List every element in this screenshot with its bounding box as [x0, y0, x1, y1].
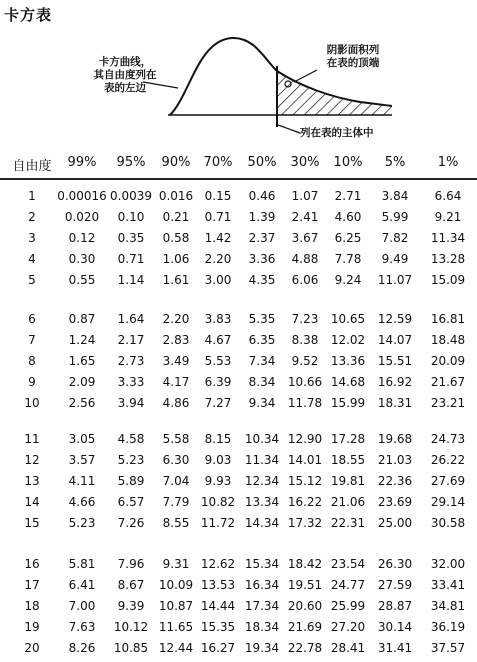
table-row-df: 18 — [24, 599, 40, 613]
table-cell: 6.57 — [117, 495, 145, 509]
table-cell: 21.69 — [287, 620, 323, 634]
table-cell: 0.30 — [68, 252, 96, 266]
right-figure-label: 阴影面积列 在表的顶端 — [326, 44, 380, 69]
table-row-df: 17 — [24, 578, 40, 592]
table-row-df: 3 — [28, 231, 36, 245]
header-area-1: 99% — [67, 155, 97, 170]
table-cell: 1.61 — [162, 273, 190, 287]
table-cell: 18.55 — [330, 453, 366, 467]
table-cell: 33.41 — [430, 578, 466, 592]
table-cell: 9.93 — [204, 474, 232, 488]
table-row-df: 14 — [24, 495, 40, 509]
header-area-2: 95% — [116, 155, 146, 170]
table-cell: 0.87 — [68, 312, 96, 326]
header-area-8: 5% — [384, 155, 406, 170]
bottom-leader-line — [278, 125, 300, 133]
table-cell: 15.99 — [330, 396, 366, 410]
table-cell: 6.35 — [248, 333, 276, 347]
table-cell: 3.49 — [162, 354, 190, 368]
table-cell: 30.58 — [430, 516, 466, 530]
table-cell: 2.71 — [334, 189, 362, 203]
table-cell: 5.81 — [68, 557, 96, 571]
table-cell: 0.00016 — [57, 189, 107, 203]
table-cell: 7.00 — [68, 599, 96, 613]
table-cell: 8.67 — [117, 578, 145, 592]
header-area-6: 30% — [290, 155, 320, 170]
table-row-df: 5 — [28, 273, 36, 287]
table-cell: 7.78 — [334, 252, 362, 266]
table-cell: 5.53 — [204, 354, 232, 368]
table-cell: 9.03 — [204, 453, 232, 467]
table-cell: 4.66 — [68, 495, 96, 509]
table-cell: 4.67 — [204, 333, 232, 347]
table-cell: 6.06 — [291, 273, 319, 287]
table-cell: 28.87 — [377, 599, 413, 613]
table-cell: 22.36 — [377, 474, 413, 488]
table-cell: 25.99 — [330, 599, 366, 613]
table-cell: 22.31 — [330, 516, 366, 530]
table-cell: 9.39 — [117, 599, 145, 613]
table-cell: 14.44 — [200, 599, 236, 613]
table-cell: 0.10 — [117, 210, 145, 224]
table-cell: 11.72 — [200, 516, 236, 530]
table-cell: 14.01 — [287, 453, 323, 467]
table-cell: 15.35 — [200, 620, 236, 634]
table-cell: 8.34 — [248, 375, 276, 389]
table-cell: 15.09 — [430, 273, 466, 287]
table-cell: 22.78 — [287, 641, 323, 655]
table-cell: 16.27 — [200, 641, 236, 655]
table-cell: 25.00 — [377, 516, 413, 530]
table-cell: 12.44 — [158, 641, 194, 655]
table-cell: 6.39 — [204, 375, 232, 389]
table-cell: 29.14 — [430, 495, 466, 509]
table-cell: 20.60 — [287, 599, 323, 613]
table-cell: 11.34 — [244, 453, 280, 467]
right-leader-line — [294, 70, 317, 82]
table-cell: 28.41 — [330, 641, 366, 655]
table-cell: 21.06 — [330, 495, 366, 509]
table-cell: 24.77 — [330, 578, 366, 592]
table-cell: 23.21 — [430, 396, 466, 410]
table-cell: 3.94 — [117, 396, 145, 410]
table-cell: 3.00 — [204, 273, 232, 287]
table-cell: 0.58 — [162, 231, 190, 245]
table-cell: 7.82 — [381, 231, 409, 245]
table-cell: 4.11 — [68, 474, 96, 488]
table-cell: 6.25 — [334, 231, 362, 245]
table-cell: 3.33 — [117, 375, 145, 389]
table-cell: 5.58 — [162, 432, 190, 446]
table-cell: 9.24 — [334, 273, 362, 287]
table-cell: 9.21 — [434, 210, 462, 224]
table-cell: 2.56 — [68, 396, 96, 410]
header-area-7: 10% — [333, 155, 363, 170]
table-cell: 4.60 — [334, 210, 362, 224]
table-row-df: 1 — [28, 189, 36, 203]
header-divider — [0, 178, 477, 180]
table-cell: 7.96 — [117, 557, 145, 571]
table-cell: 8.55 — [162, 516, 190, 530]
table-row-df: 2 — [28, 210, 36, 224]
table-cell: 1.14 — [117, 273, 145, 287]
chi-square-curve-diagram — [0, 0, 477, 150]
table-cell: 16.22 — [287, 495, 323, 509]
table-cell: 21.67 — [430, 375, 466, 389]
table-cell: 17.28 — [330, 432, 366, 446]
table-cell: 17.32 — [287, 516, 323, 530]
table-cell: 0.71 — [117, 252, 145, 266]
table-cell: 12.90 — [287, 432, 323, 446]
table-cell: 6.64 — [434, 189, 462, 203]
table-cell: 12.59 — [377, 312, 413, 326]
table-cell: 4.17 — [162, 375, 190, 389]
table-cell: 19.68 — [377, 432, 413, 446]
table-cell: 3.57 — [68, 453, 96, 467]
table-cell: 3.05 — [68, 432, 96, 446]
table-cell: 6.41 — [68, 578, 96, 592]
table-row-df: 20 — [24, 641, 40, 655]
table-cell: 0.71 — [204, 210, 232, 224]
table-cell: 12.62 — [200, 557, 236, 571]
table-cell: 11.34 — [430, 231, 466, 245]
table-cell: 3.67 — [291, 231, 319, 245]
table-row-df: 16 — [24, 557, 40, 571]
table-row-df: 7 — [28, 333, 36, 347]
table-row-df: 15 — [24, 516, 40, 530]
table-cell: 3.36 — [248, 252, 276, 266]
table-row-df: 6 — [28, 312, 36, 326]
table-cell: 17.34 — [244, 599, 280, 613]
table-cell: 11.65 — [158, 620, 194, 634]
table-cell: 12.34 — [244, 474, 280, 488]
table-cell: 8.15 — [204, 432, 232, 446]
table-cell: 7.79 — [162, 495, 190, 509]
table-cell: 2.73 — [117, 354, 145, 368]
table-cell: 16.92 — [377, 375, 413, 389]
header-area-9: 1% — [437, 155, 459, 170]
table-row-df: 11 — [24, 432, 40, 446]
table-cell: 14.68 — [330, 375, 366, 389]
table-cell: 15.34 — [244, 557, 280, 571]
table-cell: 34.81 — [430, 599, 466, 613]
bottom-figure-label: 列在表的主体中 — [300, 127, 374, 139]
table-row-df: 4 — [28, 252, 36, 266]
table-cell: 1.24 — [68, 333, 96, 347]
header-area-3: 90% — [161, 155, 191, 170]
header-area-5: 50% — [247, 155, 277, 170]
table-cell: 15.51 — [377, 354, 413, 368]
table-cell: 0.12 — [68, 231, 96, 245]
table-cell: 10.65 — [330, 312, 366, 326]
table-cell: 10.66 — [287, 375, 323, 389]
table-cell: 2.20 — [204, 252, 232, 266]
table-cell: 32.00 — [430, 557, 466, 571]
table-cell: 5.99 — [381, 210, 409, 224]
table-cell: 0.020 — [64, 210, 100, 224]
table-cell: 1.07 — [291, 189, 319, 203]
table-row-df: 19 — [24, 620, 40, 634]
table-cell: 27.20 — [330, 620, 366, 634]
table-cell: 0.0039 — [110, 189, 152, 203]
table-cell: 18.48 — [430, 333, 466, 347]
table-cell: 2.20 — [162, 312, 190, 326]
table-cell: 27.59 — [377, 578, 413, 592]
table-cell: 26.30 — [377, 557, 413, 571]
table-cell: 37.57 — [430, 641, 466, 655]
table-cell: 2.83 — [162, 333, 190, 347]
table-cell: 13.34 — [244, 495, 280, 509]
table-cell: 7.26 — [117, 516, 145, 530]
table-cell: 8.26 — [68, 641, 96, 655]
table-cell: 16.81 — [430, 312, 466, 326]
table-cell: 9.31 — [162, 557, 190, 571]
table-cell: 1.65 — [68, 354, 96, 368]
table-cell: 9.34 — [248, 396, 276, 410]
table-cell: 18.34 — [244, 620, 280, 634]
table-cell: 18.31 — [377, 396, 413, 410]
table-cell: 31.41 — [377, 641, 413, 655]
table-cell: 24.73 — [430, 432, 466, 446]
table-cell: 0.21 — [162, 210, 190, 224]
table-cell: 10.85 — [113, 641, 149, 655]
table-cell: 2.41 — [291, 210, 319, 224]
table-cell: 7.04 — [162, 474, 190, 488]
table-cell: 23.54 — [330, 557, 366, 571]
table-cell: 13.28 — [430, 252, 466, 266]
table-row-df: 13 — [24, 474, 40, 488]
table-cell: 7.63 — [68, 620, 96, 634]
table-cell: 1.42 — [204, 231, 232, 245]
table-cell: 19.81 — [330, 474, 366, 488]
table-cell: 11.07 — [377, 273, 413, 287]
table-cell: 2.37 — [248, 231, 276, 245]
table-cell: 10.82 — [200, 495, 236, 509]
table-cell: 6.30 — [162, 453, 190, 467]
table-cell: 21.03 — [377, 453, 413, 467]
table-cell: 18.42 — [287, 557, 323, 571]
table-cell: 3.84 — [381, 189, 409, 203]
table-cell: 10.12 — [113, 620, 149, 634]
table-cell: 13.36 — [330, 354, 366, 368]
left-figure-label: 卡方曲线， 其自由度列在 表的左边 — [93, 56, 157, 94]
table-cell: 7.34 — [248, 354, 276, 368]
table-cell: 5.89 — [117, 474, 145, 488]
table-cell: 23.69 — [377, 495, 413, 509]
table-cell: 9.49 — [381, 252, 409, 266]
table-cell: 4.58 — [117, 432, 145, 446]
table-cell: 27.69 — [430, 474, 466, 488]
table-cell: 30.14 — [377, 620, 413, 634]
table-row-df: 9 — [28, 375, 36, 389]
table-cell: 1.64 — [117, 312, 145, 326]
table-cell: 20.09 — [430, 354, 466, 368]
table-cell: 10.34 — [244, 432, 280, 446]
table-cell: 0.016 — [158, 189, 194, 203]
table-cell: 10.87 — [158, 599, 194, 613]
header-degrees-of-freedom: 自由度 — [12, 159, 52, 174]
table-cell: 5.23 — [68, 516, 96, 530]
table-cell: 13.53 — [200, 578, 236, 592]
table-cell: 0.55 — [68, 273, 96, 287]
page-title: 卡方表 — [4, 6, 53, 24]
table-cell: 14.34 — [244, 516, 280, 530]
table-row-df: 8 — [28, 354, 36, 368]
table-cell: 1.39 — [248, 210, 276, 224]
table-cell: 12.02 — [330, 333, 366, 347]
table-cell: 5.35 — [248, 312, 276, 326]
table-cell: 19.51 — [287, 578, 323, 592]
table-cell: 2.09 — [68, 375, 96, 389]
table-cell: 36.19 — [430, 620, 466, 634]
table-cell: 0.15 — [204, 189, 232, 203]
table-cell: 1.06 — [162, 252, 190, 266]
table-cell: 5.23 — [117, 453, 145, 467]
table-cell: 10.09 — [158, 578, 194, 592]
header-area-4: 70% — [203, 155, 233, 170]
table-cell: 7.27 — [204, 396, 232, 410]
table-cell: 4.86 — [162, 396, 190, 410]
table-cell: 15.12 — [287, 474, 323, 488]
table-cell: 16.34 — [244, 578, 280, 592]
table-cell: 4.35 — [248, 273, 276, 287]
table-cell: 19.34 — [244, 641, 280, 655]
table-cell: 7.23 — [291, 312, 319, 326]
table-cell: 3.83 — [204, 312, 232, 326]
table-cell: 4.88 — [291, 252, 319, 266]
table-cell: 14.07 — [377, 333, 413, 347]
table-cell: 26.22 — [430, 453, 466, 467]
table-cell: 2.17 — [117, 333, 145, 347]
table-row-df: 12 — [24, 453, 40, 467]
table-cell: 0.46 — [248, 189, 276, 203]
table-row-df: 10 — [24, 396, 40, 410]
table-cell: 8.38 — [291, 333, 319, 347]
table-cell: 9.52 — [291, 354, 319, 368]
table-cell: 11.78 — [287, 396, 323, 410]
table-cell: 0.35 — [117, 231, 145, 245]
